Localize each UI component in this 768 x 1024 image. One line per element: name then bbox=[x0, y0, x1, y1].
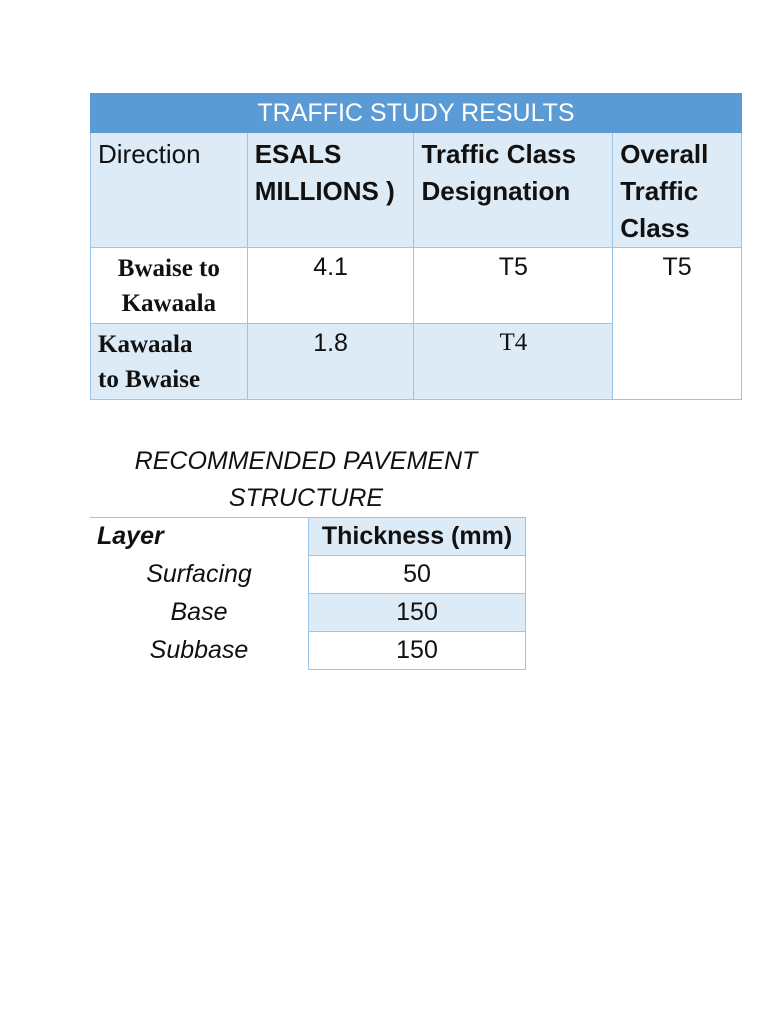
traffic-table-title: TRAFFIC STUDY RESULTS bbox=[91, 94, 742, 133]
table-row bbox=[91, 248, 742, 324]
direction-line1: Kawaala bbox=[98, 331, 193, 358]
pavement-header-row bbox=[90, 518, 526, 556]
layer-cell: Base bbox=[170, 598, 228, 626]
table-row bbox=[90, 556, 526, 594]
header-layer: Layer bbox=[90, 518, 309, 556]
layer-cell: Subbase bbox=[149, 636, 249, 664]
header-overall-line1: Overall bbox=[620, 139, 709, 169]
esals-cell: 1.8 bbox=[247, 324, 414, 400]
pavement-title-line2: STRUCTURE bbox=[228, 484, 384, 512]
esals-cell: 4.1 bbox=[247, 248, 414, 324]
header-overall-class bbox=[613, 133, 742, 248]
thickness-cell: 50 bbox=[309, 556, 526, 594]
header-esals-line1: ESALS bbox=[254, 139, 342, 169]
direction-line2: Kawaala bbox=[121, 290, 217, 317]
traffic-class-cell: T4 bbox=[414, 324, 613, 400]
header-thickness: Thickness (mm) bbox=[309, 518, 526, 556]
header-overall-line2: Traffic bbox=[620, 176, 699, 206]
header-esals-line2: MILLIONS ) bbox=[254, 176, 395, 206]
thickness-cell: 150 bbox=[309, 594, 526, 632]
overall-class-cell: T5 bbox=[613, 248, 742, 400]
traffic-header-row bbox=[91, 133, 742, 248]
direction-line1: Bwaise to bbox=[117, 255, 220, 282]
header-class-line2: Designation bbox=[421, 176, 571, 206]
table-row bbox=[90, 632, 526, 670]
traffic-study-table bbox=[90, 93, 742, 400]
header-class-line1: Traffic Class bbox=[421, 139, 577, 169]
pavement-title-line1: RECOMMENDED PAVEMENT bbox=[134, 447, 478, 475]
thickness-cell: 150 bbox=[309, 632, 526, 670]
layer-cell: Surfacing bbox=[146, 560, 252, 588]
direction-cell bbox=[91, 324, 248, 400]
pavement-title bbox=[110, 443, 502, 517]
header-esals bbox=[247, 133, 414, 248]
direction-cell bbox=[91, 248, 248, 324]
pavement-table bbox=[90, 517, 526, 670]
header-direction: Direction bbox=[91, 133, 248, 248]
table-row bbox=[90, 594, 526, 632]
header-traffic-class bbox=[414, 133, 613, 248]
direction-line2: to Bwaise bbox=[98, 366, 201, 393]
header-overall-line3: Class bbox=[620, 213, 690, 243]
traffic-class-cell: T5 bbox=[414, 248, 613, 324]
